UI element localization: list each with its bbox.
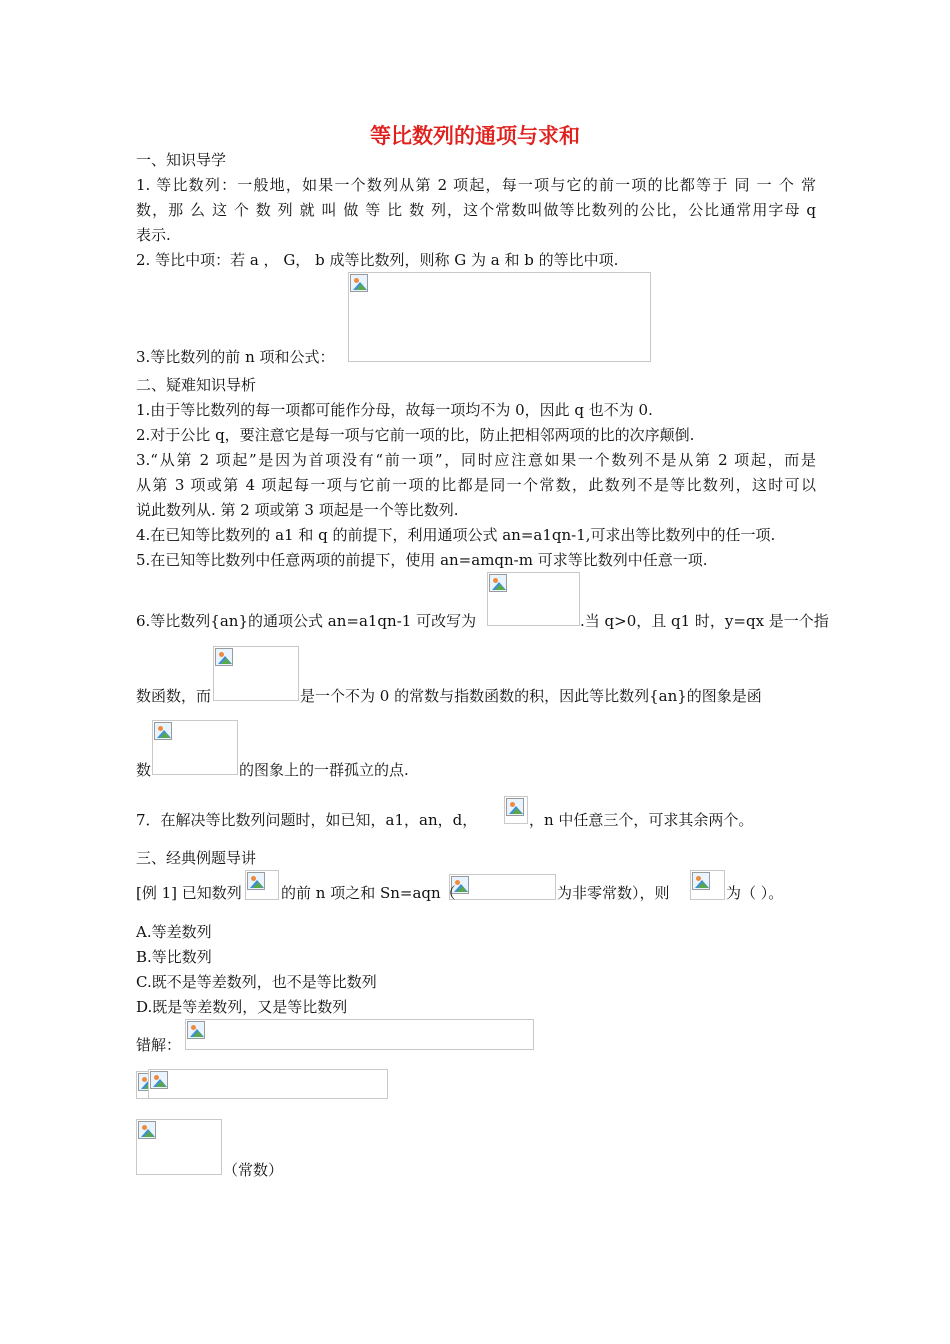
broken-image-icon	[187, 1021, 205, 1039]
formula-image	[148, 1069, 388, 1099]
paragraph-text: 数	[136, 761, 152, 779]
paragraph-text: 为（ ）。	[726, 884, 784, 902]
formula-image	[136, 1119, 222, 1175]
broken-image-icon	[215, 648, 233, 666]
paragraph-text: 7．在解决等比数列问题时，如已知，a1，an，d，	[136, 811, 478, 829]
broken-image-icon	[150, 1071, 168, 1089]
paragraph-line: 1.由于等比数列的每一项都可能作分母，故每一项均不为 0，因此 q 也不为 0.	[136, 401, 653, 419]
formula-image	[213, 646, 299, 701]
paragraph-line: 3.“从第 2 项起”是因为首项没有“前一项”，同时应注意如果一个数列不是从第 2 项起，而是	[136, 451, 816, 469]
paragraph-line: 1. 等比数列：一般地，如果一个数列从第 2 项起，每一项与它的前一项的比都等于 同 一 个 常	[136, 176, 816, 194]
paragraph-line: 表示.	[136, 226, 171, 244]
option-b: B.等比数列	[136, 948, 212, 966]
formula-image	[690, 870, 725, 900]
paragraph-line: 说此数列从. 第 2 项或第 3 项起是一个等比数列.	[136, 501, 459, 519]
option-d: D.既是等差数列，又是等比数列	[136, 998, 348, 1016]
formula-image	[504, 796, 528, 824]
paragraph-text: 为非零常数），则	[557, 884, 670, 902]
formula-image	[152, 720, 238, 775]
paragraph-line: 从第 3 项或第 4 项起每一项与它前一项的比都是同一个常数，此数列不是等比数列，这时可以	[136, 476, 816, 494]
formula-image	[449, 874, 556, 900]
paragraph-line: 2.对于公比 q，要注意它是每一项与它前一项的比，防止把相邻两项的比的次序颠倒.	[136, 426, 695, 444]
broken-image-icon	[350, 274, 368, 292]
paragraph-text: .当 q>0，且 q1 时，y=qx 是一个指	[580, 612, 829, 630]
paragraph-text: 是一个不为 0 的常数与指数函数的积，因此等比数列{an}的图象是函	[300, 687, 762, 705]
formula-image	[487, 572, 580, 626]
broken-image-icon	[138, 1121, 156, 1139]
broken-image-icon	[154, 722, 172, 740]
formula-image	[185, 1019, 534, 1050]
broken-image-icon	[247, 872, 265, 890]
paragraph-line: 2. 等比中项：若 a ， G， b 成等比数列，则称 G 为 a 和 b 的等比中项.	[136, 251, 619, 269]
paragraph-text: 的前 n 项之和 Sn=aqn（	[281, 884, 456, 902]
paragraph-text: （常数）	[223, 1161, 284, 1179]
section-heading: 一、知识导学	[136, 151, 227, 169]
paragraph-line: 3.等比数列的前 n 项和公式：	[136, 348, 335, 366]
paragraph-text: 6.等比数列{an}的通项公式 an=a1qn-1 可改写为	[136, 612, 477, 630]
paragraph-text: 数函数，而	[136, 687, 212, 705]
option-c: C.既不是等差数列，也不是等比数列	[136, 973, 377, 991]
formula-image	[245, 870, 279, 900]
section-heading: 三、经典例题导讲	[136, 849, 257, 867]
paragraph-text: 错解：	[136, 1036, 182, 1054]
paragraph-line: 数，那 么 这 个 数 列 就 叫 做 等 比 数 列，这个常数叫做等比数列的公比，公比通常用字母 q	[136, 201, 816, 219]
paragraph-line: 5.在已知等比数列中任意两项的前提下，使用 an=amqn-m 可求等比数列中任意一项.	[136, 551, 708, 569]
paragraph-text: ，n 中任意三个，可求其余两个。	[529, 811, 754, 829]
paragraph-line: 4.在已知等比数列的 a1 和 q 的前提下，利用通项公式 an=a1qn-1,可求出等比数列中的任一项.	[136, 526, 776, 544]
broken-image-icon	[692, 872, 710, 890]
option-a: A.等差数列	[136, 923, 212, 941]
paragraph-text: 的图象上的一群孤立的点.	[239, 761, 409, 779]
section-heading: 二、疑难知识导析	[136, 376, 257, 394]
paragraph-text: [例 1] 已知数列	[136, 884, 242, 902]
broken-image-icon	[489, 574, 507, 592]
broken-image-icon	[506, 798, 524, 816]
document-title: 等比数列的通项与求和	[370, 123, 580, 148]
